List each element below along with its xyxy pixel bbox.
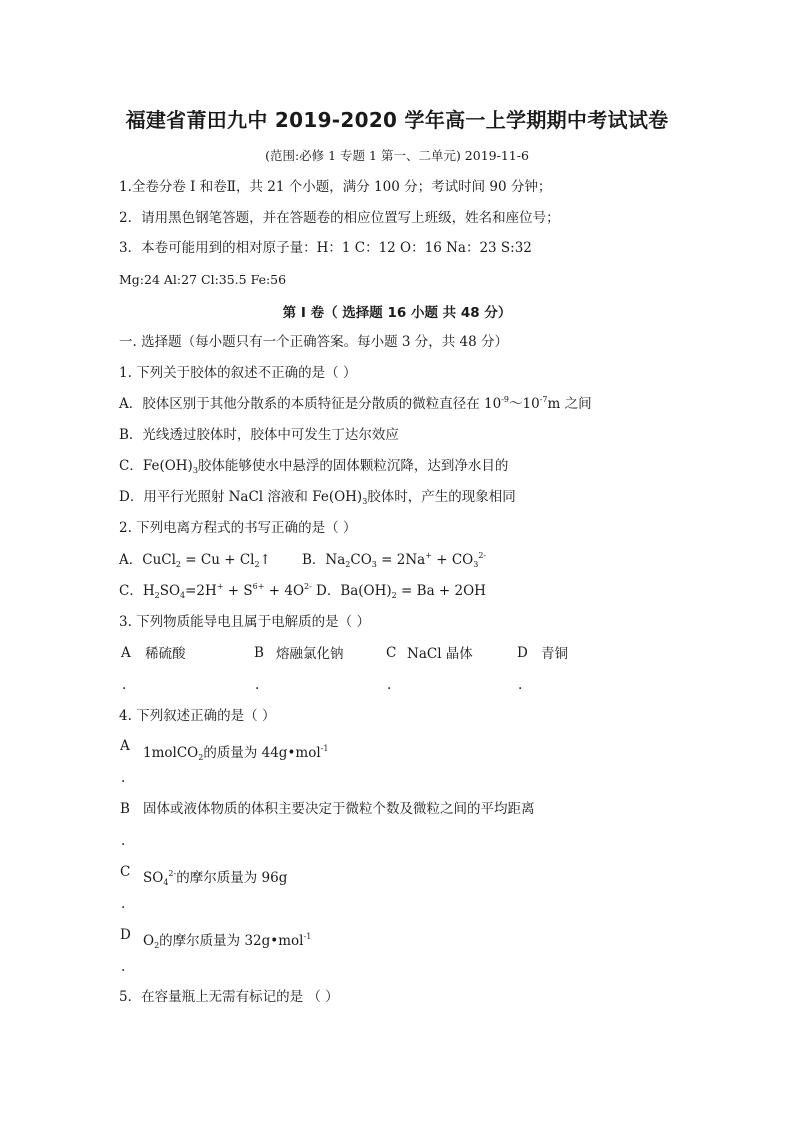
note-3: 3．本卷可能用到的相对原子量：H：1 C：12 O：16 Na：23 S:32 (119, 240, 532, 256)
q4-dot-a: . (121, 770, 126, 786)
exam-subtitle: (范围:必修 1 专题 1 第一、二单元) 2019-11-6 (265, 148, 529, 163)
q1-option-d: D．用平行光照射 NaCl 溶液和 $Fe(OH)_3$胶体时，产生的现象相同 (119, 489, 516, 506)
q1-option-b: B．光线透过胶体时，胶体中可发生丁达尔效应 (119, 427, 399, 443)
q3-option-d-letter: D (517, 645, 528, 661)
note-1: 1.全卷分卷 I 和卷Ⅱ，共 21 个小题，满分 100 分；考试时间 90 分钟； (119, 179, 552, 195)
q3-dot-d: . (518, 677, 523, 693)
note-4: Mg:24 Al:27 Cl:35.5 Fe:56 (119, 272, 287, 287)
q3-dot-b: . (255, 677, 260, 693)
section-title: 第 I 卷（ 选择题 16 小题 共 48 分） (282, 305, 512, 321)
q4-stem: 4. 下列叙述正确的是（ ） (119, 708, 276, 724)
q1-option-a: A．胶体区别于其他分散系的本质特征是分散质的微粒直径在 $10^{-9}\sim 10^{-7}m$ 之间 (119, 395, 592, 412)
q4-option-c-letter: C (120, 864, 131, 880)
q2-option-b: B．$Na_2CO_3 = 2Na^+ + CO_3^{2-}$ (302, 551, 487, 569)
q3-stem: 3. 下列物质能导电且属于电解质的是（ ） (119, 614, 370, 630)
q4-option-a-text: 1molCO$_2$的质量为 44g•mol$^{-1}$ (143, 744, 329, 762)
section-instruction: 一. 选择题（每小题只有一个正确答案。每小题 3 分，共 48 分） (119, 334, 509, 350)
q3-option-d-text: 青铜 (541, 646, 568, 662)
q3-option-a-text: 稀硫酸 (145, 646, 186, 662)
q1-option-c: C．$Fe(OH)_3$胶体能够使水中悬浮的固体颗粒沉降，达到净水目的 (119, 458, 509, 475)
exam-title: 福建省莆田九中 2019-2020 学年高一上学期期中考试试卷 (125, 108, 669, 132)
q1-stem: 1. 下列关于胶体的叙述不正确的是（ ） (119, 365, 357, 381)
q3-option-b-letter: B (254, 645, 264, 661)
q3-dot-c: . (387, 677, 392, 693)
q4-option-d-text: $O_2$的摩尔质量为 32g•mol$^{-1}$ (143, 932, 312, 950)
note-2: 2．请用黑色钢笔答题，并在答题卷的相应位置写上班级，姓名和座位号； (119, 210, 560, 226)
q4-option-d-letter: D (120, 927, 131, 943)
q3-option-c-letter: C (386, 645, 397, 661)
q4-dot-b: . (121, 833, 126, 849)
q4-option-a-letter: A (120, 738, 130, 754)
q2-option-c: C．$H_2SO_4=2H^+ + S^{6+} + 4O^{2-}$ (119, 582, 312, 600)
q4-option-b-text: 固体或液体物质的体积主要决定于微粒个数及微粒之间的平均距离 (143, 801, 535, 817)
q4-dot-d: . (121, 959, 126, 975)
q3-option-c-text: NaCl 晶体 (407, 646, 473, 662)
q5-stem: 5．在容量瓶上无需有标记的是 （ ） (119, 989, 339, 1005)
q2-stem: 2. 下列电离方程式的书写正确的是（ ） (119, 520, 357, 536)
q2-option-a: A．CuCl$_2$ = $Cu + Cl_2↑$ (119, 552, 271, 569)
q2-option-d: D．$Ba(OH)_2 = Ba + 2OH$ (316, 583, 486, 600)
q4-option-b-letter: B (120, 801, 130, 817)
q4-dot-c: . (121, 896, 126, 912)
q3-dot-a: . (122, 677, 127, 693)
q3-option-b-text: 熔融氯化钠 (276, 646, 344, 662)
q3-option-a-letter: A (121, 645, 131, 661)
q4-option-c-text: $SO_4^{2-}$的摩尔质量为 96g (143, 869, 288, 887)
